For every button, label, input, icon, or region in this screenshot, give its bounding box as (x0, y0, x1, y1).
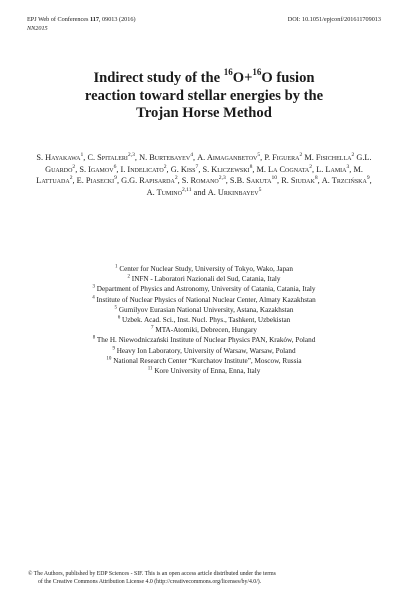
conference-name: NN2015 (27, 25, 48, 32)
title-line-1: Indirect study of the $^{16}$O+$^{16}$O fusion (93, 67, 315, 86)
journal-citation: EPJ Web of Conferences 117, 09013 (2016) (27, 16, 136, 23)
affiliation-text: Heavy Ion Laboratory, University of Warsaw, Warsaw, Poland (116, 346, 296, 355)
affiliation-item (36, 325, 372, 335)
copyright-line-2: of the Creative Commons Attribution License 4.0 (http://creativecommons.org/licenses/by/4.0/). (38, 579, 262, 585)
author-separator: , (252, 164, 257, 174)
affiliation-number: 3 (92, 285, 95, 291)
author-affiliation-mark: 7 (195, 163, 199, 170)
author-affiliation-mark: 2,3 (127, 152, 135, 159)
author-name: R. Siudak (281, 176, 315, 185)
doi: DOI: 10.1051/epjconf/201611709013 (287, 16, 381, 23)
affiliation-number: 8 (92, 336, 96, 342)
author-separator: , (166, 164, 171, 174)
affiliation-text: Institute of Nuclear Physics of National Nuclear Center, Almaty Kazakhstan (96, 295, 316, 304)
affiliation-number: 5 (114, 305, 118, 311)
author-name: G.L. Guardo (45, 153, 372, 174)
author-affiliation-mark: 2 (72, 163, 76, 170)
author-affiliation-mark: 9 (366, 175, 370, 182)
affiliation-text: Center for Nuclear Study, University of Tokyo, Wako, Japan (119, 265, 293, 273)
author-affiliation-mark: 3 (346, 163, 350, 170)
affiliation-text: INFN - Laboratori Nazionali del Sud, Catania, Italy (131, 275, 281, 284)
author-affiliation-mark: 5 (257, 152, 261, 159)
affiliation-item (36, 315, 372, 325)
author-list (34, 152, 374, 198)
affiliation-text: Kore University of Enna, Enna, Italy (154, 367, 261, 376)
title-line-2: reaction toward stellar energies by the (84, 87, 324, 104)
affiliation-text: Department of Physics and Astronomy, University of Catania, Catania, Italy (96, 285, 316, 294)
paper-title (20, 67, 388, 123)
affiliation-item (36, 335, 372, 345)
author-separator: , (317, 176, 322, 185)
author-affiliation-mark: 2,3 (218, 175, 226, 182)
author-name: N. Burtebayev (139, 153, 191, 162)
author-name: S. Kliczewski (202, 164, 250, 174)
affiliation-number: 9 (112, 346, 115, 352)
affiliation-number: 10 (106, 356, 112, 362)
author-affiliation-mark: 9 (114, 175, 117, 182)
copyright-footer (28, 570, 380, 586)
author-name: A. Tumino (146, 187, 182, 197)
author-separator: , (75, 164, 80, 174)
affiliation-number: 7 (151, 325, 154, 331)
author-separator: , (312, 164, 317, 174)
affiliation-number: 6 (117, 315, 121, 321)
author-separator: , (198, 164, 203, 174)
author-affiliation-mark: 1 (80, 152, 84, 159)
author-affiliation-mark: 2 (351, 152, 355, 159)
author-separator: , (134, 153, 140, 162)
affiliation-item (36, 356, 372, 366)
author-name: M. La Cognata (256, 164, 310, 174)
author-name: L. Lamia (316, 164, 347, 174)
author-affiliation-mark: 2 (309, 163, 313, 170)
author-affiliation-mark: 5 (258, 186, 262, 193)
author-name: S. Romano (181, 176, 219, 185)
affiliation-number: 11 (147, 366, 153, 372)
author-affiliation-mark: 8 (314, 175, 318, 182)
copyright-line-1: © The Authors, published by EDP Sciences - SIF. This is an open access article distributed under the terms (28, 571, 276, 577)
author-name: I. Indelicato (120, 164, 164, 174)
author-name: A. Urkinbayev (207, 187, 259, 197)
author-name: A. Aimaganbetov (197, 153, 258, 162)
author-separator: , (225, 176, 230, 185)
author-separator: , (177, 176, 182, 185)
author-separator: , (260, 153, 265, 162)
author-affiliation-mark: 2 (69, 175, 73, 182)
header-row (27, 15, 381, 24)
author-affiliation-mark: 8 (249, 163, 253, 170)
affiliation-number: 2 (127, 274, 130, 280)
author-affiliation-mark: 10 (271, 175, 278, 182)
author-separator: , (349, 164, 354, 174)
author-separator: and (191, 187, 208, 197)
running-header (27, 15, 381, 33)
affiliation-item (36, 264, 372, 274)
affiliation-item (36, 274, 372, 284)
author-name: A. Trzcińska (321, 176, 367, 185)
author-separator: , (116, 164, 121, 174)
author-name: S.B. Sakuta (229, 176, 272, 185)
author-name: S. Hayakawa (36, 153, 81, 162)
journal-volume: 117 (89, 16, 99, 23)
author-affiliation-mark: 2 (174, 175, 178, 182)
affiliation-text: National Research Center “Kurchatov Institute”, Moscow, Russia (113, 356, 302, 365)
affiliation-item (36, 295, 372, 305)
affiliation-text: MTA-Atomiki, Debrecen, Hungary (155, 326, 257, 335)
affiliation-text: Uzbek. Acad. Sci., Inst. Nucl. Phys., Tashkent, Uzbekistan (122, 316, 291, 325)
author-separator: , (116, 176, 122, 185)
author-name: E. Piasecki (76, 176, 115, 185)
author-affiliation-mark: 2 (163, 163, 167, 170)
author-name: M. Lattuada (36, 164, 363, 185)
author-affiliation-mark: 4 (190, 152, 193, 159)
author-separator: , (369, 176, 372, 185)
author-affiliation-mark: 2,11 (181, 186, 192, 193)
author-separator: , (83, 153, 88, 162)
affiliation-number: 4 (92, 295, 95, 301)
affiliation-item (36, 305, 372, 315)
author-separator: , (192, 153, 198, 162)
author-name: M. Fisichella (304, 153, 352, 162)
author-name: G.G. Rapisarda (121, 176, 175, 185)
author-separator: , (277, 176, 282, 185)
affiliation-text: Gumilyov Eurasian National University, Astana, Kazakhstan (118, 305, 294, 314)
affiliation-item (36, 366, 372, 376)
author-name: C. Spitaleri (87, 153, 128, 162)
affiliation-list (36, 264, 372, 376)
author-affiliation-mark: 2 (299, 152, 303, 159)
affiliation-item (36, 346, 372, 356)
author-name: G. Kiss (170, 164, 196, 174)
author-name: P. Figuera (264, 153, 300, 162)
author-affiliation-mark: 6 (113, 163, 117, 170)
title-line-3: Trojan Horse Method (136, 105, 272, 121)
affiliation-number: 1 (115, 264, 118, 270)
affiliation-text: The H. Niewodniczański Institute of Nuclear Physics PAN, Kraków, Poland (96, 336, 316, 345)
affiliation-item (36, 284, 372, 294)
author-separator: , (72, 176, 77, 185)
author-name: S. Igamov (79, 164, 114, 174)
